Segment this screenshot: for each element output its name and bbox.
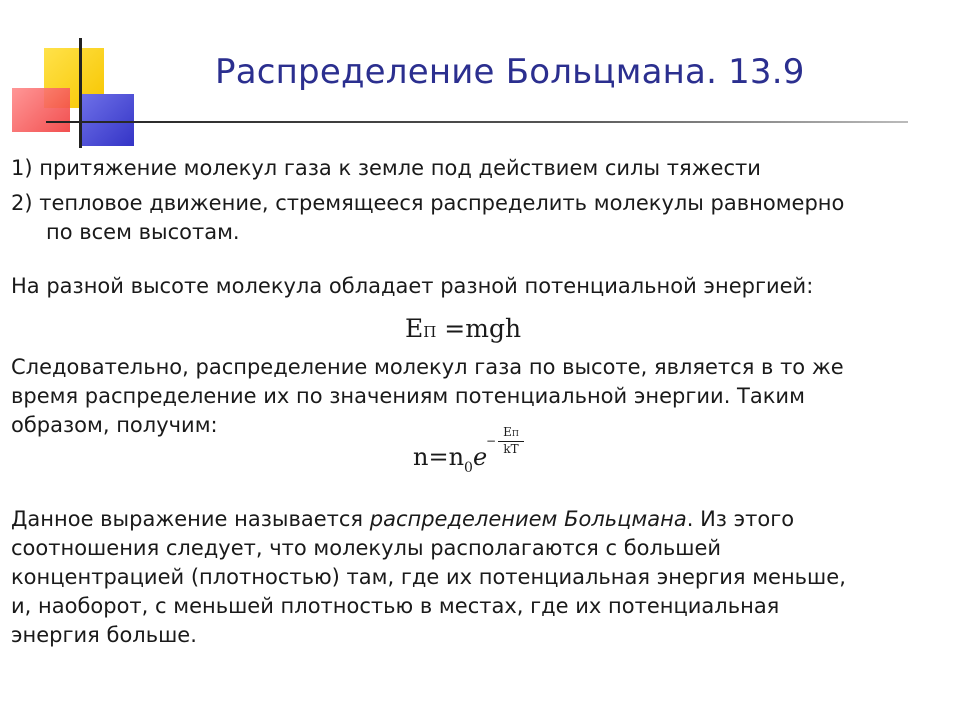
boltzmann-term: распределением Больцмана [369, 507, 687, 531]
logo-red-square [12, 88, 70, 132]
title-divider [46, 121, 908, 123]
potential-energy-formula: EП =mgh [405, 314, 522, 343]
conclusion-line-3: концентрацией (плотностью) там, где их потенциальная энергия меньше, [11, 565, 846, 589]
consequence-line-1: Следовательно, распределение молекул газа по высоте, является в то же [11, 355, 844, 379]
list-item-2: 2) тепловое движение, стремящееся распределить молекулы равномерно [11, 191, 845, 215]
list-item-1: 1) притяжение молекул газа к земле под действием силы тяжести [11, 156, 761, 180]
consequence-line-2: время распределение их по значениям потенциальной энергии. Таким [11, 384, 805, 408]
list-item-2-continued: по всем высотам. [46, 220, 240, 244]
consequence-line-3: образом, получим: [11, 413, 218, 437]
conclusion-line-4: и, наоборот, с меньшей плотностью в местах, где их потенциальная [11, 594, 780, 618]
boltzmann-formula: $n=n_0e$ [413, 443, 488, 476]
energy-statement: На разной высоте молекула обладает разной потенциальной энергией: [11, 274, 814, 298]
slide-title: Распределение Больцмана. 13.9 [215, 52, 805, 92]
conclusion-line-2: соотношения следует, что молекулы располагаются с большей [11, 536, 722, 560]
conclusion-line-1: Данное выражение называется распределением Больцмана. Из этого [11, 507, 795, 531]
slide-logo [0, 0, 140, 150]
conclusion-line-5: энергия больше. [11, 623, 197, 647]
logo-blue-square [82, 94, 134, 146]
logo-vertical-line [79, 38, 82, 148]
